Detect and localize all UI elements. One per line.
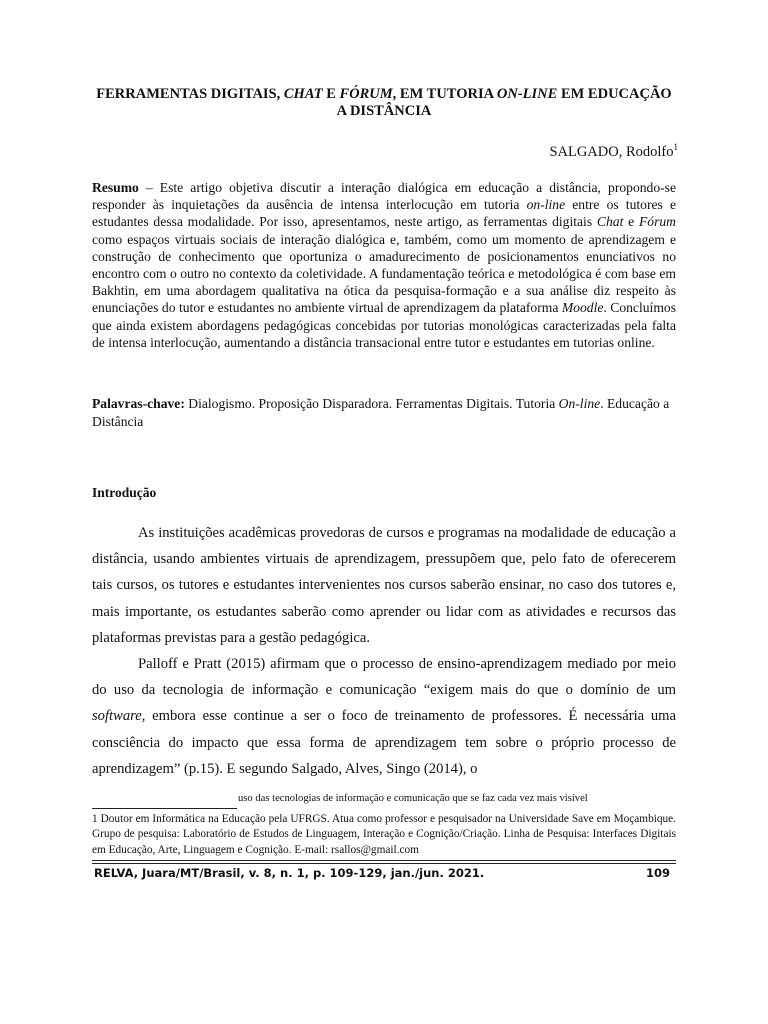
title-italic-forum: FÓRUM	[339, 86, 393, 102]
abstract-italic: Fórum	[638, 214, 676, 230]
abstract	[92, 179, 676, 351]
keywords-italic: On-line	[558, 396, 601, 411]
abstract-text: entre os tutores e estudantes dessa modalidade. Por isso, apresentamos, neste artigo, as ferramentas digitais	[92, 197, 676, 230]
journal-citation: RELVA, Juara/MT/Brasil, v. 8, n. 1, p. 109-129, jan./jun. 2021.	[94, 866, 485, 880]
paragraph: As instituições acadêmicas provedoras de cursos e programas na modalidade de educação a distância, usando ambientes virtuais de aprendizagem, pressupõem que, pelo fato de oferecerem tais cursos, os tutores e estudantes intervenientes nos cursos saberão ensinar, no caso dos tutores e, mais importante, os estudantes saberão como aprender ou lidar com as atividades e recursos das plataformas previstas para a gestão pedagógica.	[92, 525, 676, 646]
paragraph-italic: software	[92, 708, 142, 725]
abstract-italic: on-line	[526, 197, 566, 213]
author-text: SALGADO, Rodolfo	[549, 144, 674, 160]
page-number: 109	[645, 866, 670, 880]
footnote-divider	[92, 808, 237, 809]
abstract-text: – Este artigo objetiva discutir a interação dialógica em educação a distância, propondo-se responder às inquietações da ausência de intensa interlocução em tutoria	[92, 180, 676, 213]
paragraph-text: , embora esse continue a ser o foco de treinamento de professores. É necessária uma consciência do impacto que essa forma de aprendizagem tem sobre o próprio processo de aprendizagem” (p.15). E segundo Salgado, Alves, Singo (2014), o	[92, 708, 676, 777]
abstract-italic: Moodle	[561, 300, 604, 316]
author-name	[549, 144, 678, 161]
title-text: FERRAMENTAS DIGITAIS,	[96, 86, 284, 102]
continuation-text: uso das tecnologias de informação e comunicação que se faz cada vez mais visível	[238, 793, 588, 804]
body-text	[92, 520, 676, 782]
keywords-text: . Educação a Distância	[92, 396, 670, 429]
page-footer	[92, 866, 676, 881]
title-text: EM EDUCAÇÃO A DISTÂNCIA	[336, 86, 672, 119]
title-text: , EM TUTORIA	[392, 86, 497, 102]
section-heading: Introdução	[92, 485, 157, 500]
keywords-text: Dialogismo. Proposição Disparadora. Ferramentas Digitais. Tutoria	[184, 396, 559, 411]
abstract-label: Resumo	[92, 180, 139, 195]
abstract-text: como espaços virtuais sociais de interação dialógica e, também, como um momento de aprendizagem e construção de conhecimento que oportuniza o amadurecimento de posicionamentos enunciativos no encontro com o outro no contexto da coletividade. A fundamentação teórica e metodológica é com base em Bakhtin, em uma abordagem qualitativa na ótica da pesquisa-formação e a sua análise diz respeito às enunciações do tutor e estudantes no ambiente virtual de aprendizagem da plataforma	[92, 231, 676, 316]
abstract-italic: Chat	[596, 214, 624, 230]
footnote: 1 Doutor em Informática na Educação pela UFRGS. Atua como professor e pesquisador na Universidade Save em Moçambique. Grupo de pesquisa: Laboratório de Estudos de Linguagem, Interação e Cognição/Criação. Linha de Pesquisa: Interfaces Digitais em Educação, Arte, Linguagem e Cognição. E-mail: rsallos@gmail.com	[92, 813, 676, 856]
paragraph	[92, 651, 676, 782]
footnote-ref: 1	[673, 142, 678, 153]
title-italic-online: ON-LINE	[496, 86, 558, 102]
abstract-text: e	[623, 214, 639, 230]
article-title	[92, 86, 676, 120]
keywords-label: Palavras-chave:	[92, 396, 185, 411]
footer-divider	[92, 860, 676, 861]
paragraph-text: Palloff e Pratt (2015) afirmam que o processo de ensino-aprendizagem mediado por meio do uso da tecnologia de informação e comunicação “exigem mais do que o domínio de um	[92, 656, 676, 699]
abstract-text: . Concluímos que ainda existem abordagens pedagógicas concebidas por tutorias monológicas caracterizadas pela falta de intensa interlocução, aumentando a distância transacional entre tutor e estudantes em tutorias online.	[92, 300, 676, 350]
keywords	[92, 395, 676, 430]
title-italic-chat: CHAT	[283, 86, 323, 102]
title-text: E	[322, 86, 340, 102]
footer-divider	[92, 863, 676, 864]
